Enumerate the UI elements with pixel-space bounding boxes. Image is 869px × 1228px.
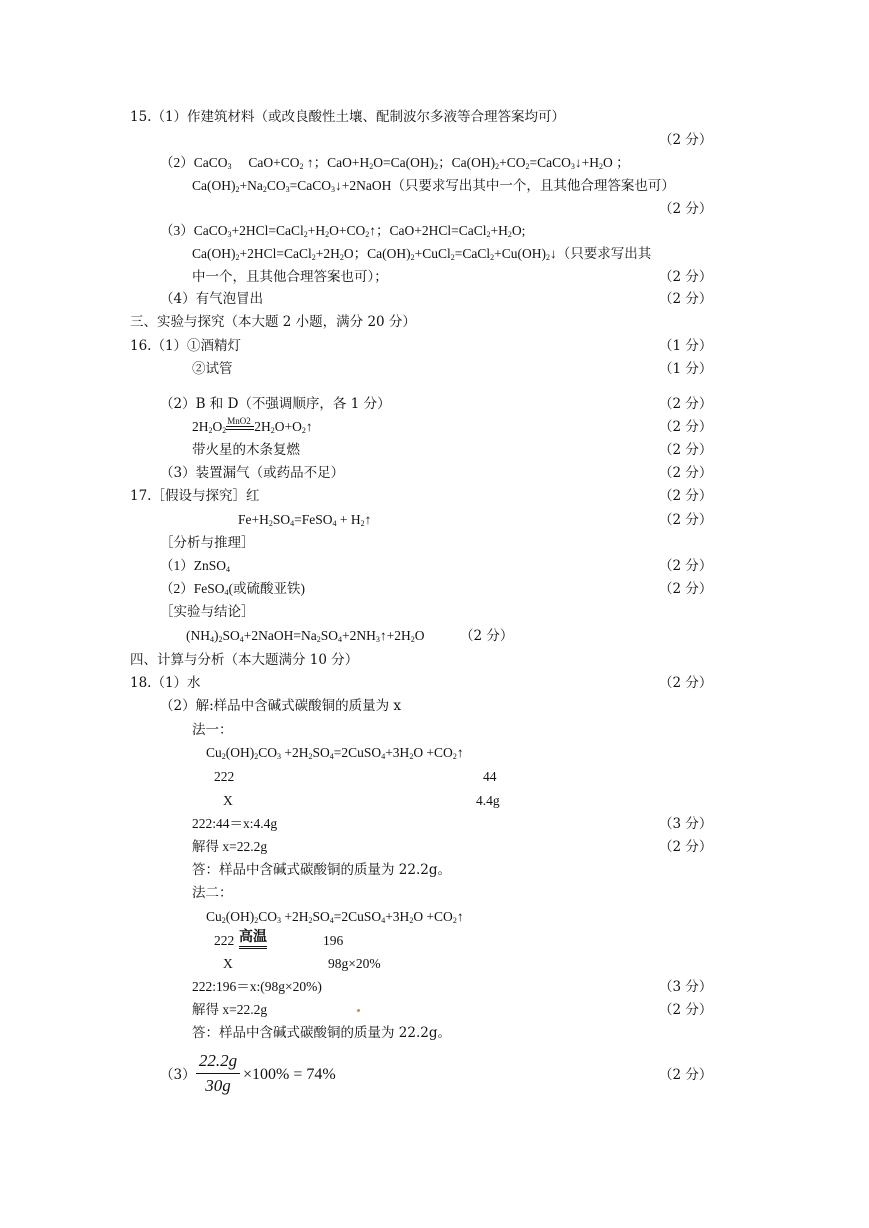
q16-score-4: （2 分）	[659, 419, 713, 435]
q18-part3-label: （3）	[160, 1067, 196, 1083]
method2-ratio: 222:196＝x:(98g×20%)	[192, 979, 322, 994]
q16-score-2: （1 分）	[659, 361, 713, 377]
q15-line1: 15.（1）作建筑材料（或改良酸性土壤、配制波尔多液等合理答案均可）	[130, 109, 566, 125]
section4-heading: 四、计算与分析（本大题满分 10 分）	[130, 652, 359, 668]
fraction-result: ×100% = 74%	[243, 1066, 336, 1083]
method2-mass-196: 196	[323, 933, 344, 948]
q15-score-1: （2 分）	[659, 132, 713, 148]
method1-unknown-x: X	[223, 793, 233, 808]
q18-score-last: （2 分）	[659, 1067, 713, 1083]
method1-mass-4-4g: 4.4g	[476, 793, 500, 808]
q16-equation: $2H_2O_2$ MnO2 $2H_2O+O_2↑$	[192, 418, 313, 436]
catalyst-equals-sign	[226, 415, 254, 433]
q15-line6: 中一个，且其他合理答案也可）；	[192, 269, 388, 285]
method2-mass-98g: 98g×20%	[328, 956, 381, 971]
method2-mass-222: 222	[214, 933, 235, 948]
q16-score-6: （2 分）	[659, 465, 713, 481]
method1-answer: 答：样品中含碱式碳酸铜的质量为 22.2g。	[192, 862, 451, 878]
fraction-denominator: 30g	[205, 1076, 231, 1095]
q15-line4: $(3)CaCO_3+2HCl=CaCl_2+H_2O+CO_2↑$；$CaO+2HCl=CaCl_2+H_2O$;	[160, 223, 526, 239]
q17-score-6: （2 分）	[460, 628, 514, 644]
method1-mass-44: 44	[483, 769, 497, 784]
stray-dot	[357, 1009, 360, 1012]
q16-score-3: （2 分）	[659, 396, 713, 412]
method1-solution: 解得 x=22.2g	[192, 839, 268, 854]
q15-line7: （4）有气泡冒出	[160, 291, 264, 307]
q17-score-2: （2 分）	[659, 512, 713, 528]
method1-mass-222: 222	[214, 769, 235, 784]
q16-score-1: （1 分）	[659, 338, 713, 354]
q17-equation-2: $(NH_4)_2SO_4+2NaOH=Na_2SO_4+2NH_3↑+2H_2O$	[186, 628, 425, 644]
q17-line6: ［实验与结论］	[160, 604, 255, 620]
method1-label: 法一：	[192, 722, 233, 738]
method2-answer: 答：样品中含碱式碳酸铜的质量为 22.2g。	[192, 1025, 451, 1041]
q15-score-3: （2 分）	[659, 269, 713, 285]
q17-line5: （2）FeSO$_4$(或硫酸亚铁)	[160, 581, 306, 597]
q15-score-4: （2 分）	[659, 291, 713, 307]
q15-score-2: （2 分）	[659, 201, 713, 217]
q15-line5: $Ca(OH)_2+2HCl=CaCl_2+2H_2O$；$Ca(OH)_2+CuCl_2=CaCl_2+Cu(OH)_2↓$（只要求写出其	[192, 246, 652, 262]
q17-score-5: （2 分）	[659, 581, 713, 597]
catalyst-label: MnO2	[227, 415, 251, 426]
method2-unknown-x: X	[223, 956, 233, 971]
q18-score-1: （2 分）	[659, 675, 713, 691]
q16-line3: （2）B 和 D（不强调顺序，各 1 分）	[160, 396, 391, 412]
method2-equation: $Cu_2(OH)_2CO_3$ $+2H_2SO_4=2CuSO_4+3H_2O$ $+CO_2↑$	[206, 909, 464, 925]
fraction-numerator: 22.2g	[196, 1051, 240, 1074]
method1-equation: $Cu_2(OH)_2CO_3$ $+2H_2SO_4=2CuSO_4+3H_2O$ $+CO_2↑$	[206, 745, 464, 761]
q17-score-1: （2 分）	[659, 488, 713, 504]
q15-line2: （2）CaCO$_3$ $CaO+CO_2$ ↑；$CaO+H_2O=Ca(OH)_2$；$Ca(OH)_2+CO_2=CaCO_3↓+H_2O$ ；	[160, 155, 630, 171]
q17-line1: 17.［假设与探究］红	[130, 488, 260, 504]
q18-score-ratio2: （3 分）	[659, 979, 713, 995]
q18-score-ratio1: （3 分）	[659, 816, 713, 832]
q16-score-5: （2 分）	[659, 442, 713, 458]
q18-line2: （2）解:样品中含碱式碳酸铜的质量为 x	[160, 698, 402, 714]
q16-line2: ②试管	[192, 361, 233, 377]
high-temperature-mark: 高温	[239, 929, 267, 949]
q17-score-4: （2 分）	[659, 558, 713, 574]
q15-line3: $Ca(OH)_2+Na_2CO_3=CaCO_3↓+2NaOH$（只要求写出其中一个，且其他合理答案也可）	[192, 178, 675, 194]
q17-line4: （1）ZnSO$_4$	[160, 558, 231, 574]
q16-line5: 带火星的木条复燃	[192, 442, 300, 458]
q17-line3: ［分析与推理］	[160, 535, 255, 551]
percentage-fraction	[196, 1051, 240, 1096]
method1-ratio: 222:44＝x:4.4g	[192, 816, 278, 831]
q16-line6: （3）装置漏气（或药品不足）	[160, 465, 345, 481]
q18-score-sol1: （2 分）	[659, 839, 713, 855]
method2-label: 法二：	[192, 885, 233, 901]
section3-heading: 三、实验与探究（本大题 2 小题，满分 20 分）	[130, 314, 416, 330]
q18-line1: 18.（1）水	[130, 675, 201, 691]
method2-solution: 解得 x=22.2g	[192, 1002, 268, 1017]
q17-equation: $Fe+H_2SO_4=FeSO_4$ + $H_2↑$	[238, 512, 372, 528]
q16-line1: 16.（1）①酒精灯	[130, 338, 242, 354]
q18-score-sol2: （2 分）	[659, 1002, 713, 1018]
